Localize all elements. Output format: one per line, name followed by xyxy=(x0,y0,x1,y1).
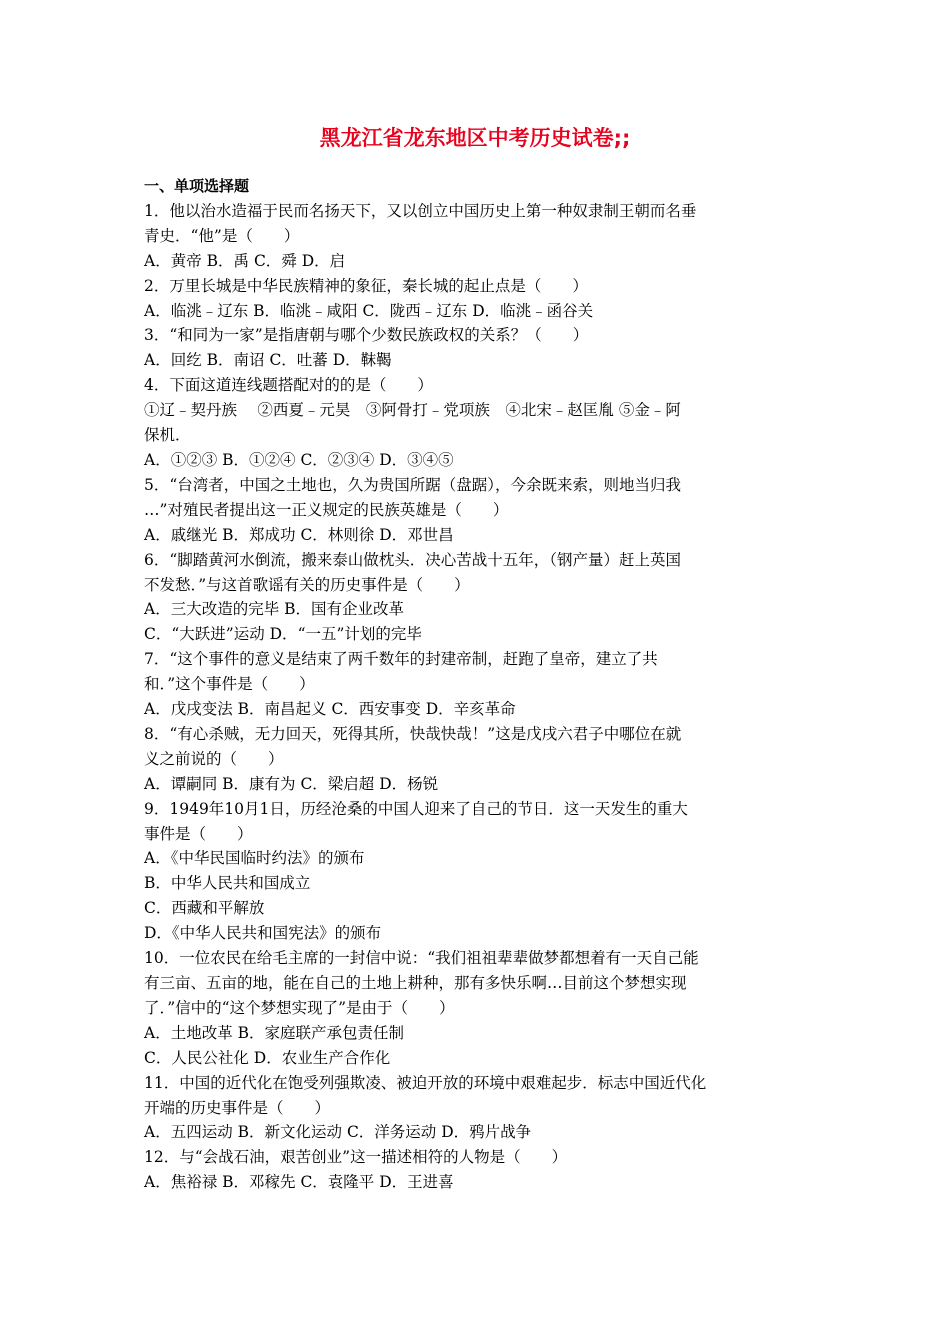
answer-options: C．“大跃进”运动 D．“一五”计划的完毕 xyxy=(144,625,422,644)
question-line: 3．“和同为一家”是指唐朝与哪个少数民族政权的关系？（ ） xyxy=(144,326,589,345)
answer-option: B．中华人民共和国成立 xyxy=(144,874,311,893)
section-heading: 一、单项选择题 xyxy=(144,177,250,195)
question-line: 事件是（ ） xyxy=(144,824,253,843)
question-line: 7．“这个事件的意义是结束了两千数年的封建帝制，赶跑了皇帝，建立了共 xyxy=(144,650,658,669)
question-line: 4．下面这道连线题搭配对的的是（ ） xyxy=(144,376,433,395)
answer-options: A．回纥 B．南诏 C．吐蕃 D．靺鞨 xyxy=(144,351,392,370)
question-line: 义之前说的（ ） xyxy=(144,749,284,768)
question-line: …”对殖民者提出这一正义规定的民族英雄是（ ） xyxy=(144,500,509,519)
answer-options: C．人民公社化 D．农业生产合作化 xyxy=(144,1048,391,1067)
question-line: 10．一位农民在给毛主席的一封信中说：“我们祖祖辈辈做梦都想着有一天自己能 xyxy=(144,949,699,968)
question-line: 2．万里长城是中华民族精神的象征，秦长城的起止点是（ ） xyxy=(144,276,588,295)
answer-options: A．谭嗣同 B．康有为 C．梁启超 D．杨锐 xyxy=(144,774,439,793)
answer-options: A．土地改革 B．家庭联产承包责任制 xyxy=(144,1023,405,1042)
answer-option: D．《中华人民共和国宪法》的颁布 xyxy=(144,924,382,943)
answer-options: A．戚继光 B．郑成功 C．林则徐 D．邓世昌 xyxy=(144,525,454,544)
question-line: 12．与“会战石油，艰苦创业”这一描述相符的人物是（ ） xyxy=(144,1148,568,1167)
answer-options: A．黄帝 B．禹 C．舜 D．启 xyxy=(144,251,346,270)
question-line: 8．“有心杀贼，无力回天，死得其所，快哉快哉！”这是戊戌六君子中哪位在就 xyxy=(144,724,682,743)
exam-content xyxy=(144,174,804,1195)
question-line: 有三亩、五亩的地，能在自己的土地上耕种，那有多快乐啊…目前这个梦想实现 xyxy=(144,974,687,992)
question-line: 和．”这个事件是（ ） xyxy=(144,675,315,694)
answer-options: A．五四运动 B．新文化运动 C．洋务运动 D．鸦片战争 xyxy=(144,1123,532,1142)
answer-options: A．焦裕禄 B．邓稼先 C．袁隆平 D．王进喜 xyxy=(144,1173,454,1192)
question-line: 11．中国的近代化在饱受列强欺凌、被迫开放的环境中艰难起步．标志中国近代化 xyxy=(144,1073,707,1092)
answer-options: A．戊戌变法 B．南昌起义 C．西安事变 D．辛亥革命 xyxy=(144,700,516,719)
question-line: ①辽﹣契丹族 ②西夏﹣元昊 ③阿骨打﹣党项族 ④北宋﹣赵匡胤 ⑤金﹣阿 xyxy=(144,401,681,420)
question-line: 开端的历史事件是（ ） xyxy=(144,1098,331,1117)
question-line: 不发愁．”与这首歌谣有关的历史事件是（ ） xyxy=(144,575,470,594)
question-line: 5．“台湾者，中国之土地也，久为贵国所踞（盘踞），今余既来索，则地当归我 xyxy=(144,475,682,494)
answer-option: A．《中华民国临时约法》的颁布 xyxy=(144,849,365,868)
page-title: 黑龙江省龙东地区中考历史试卷;; xyxy=(319,126,631,150)
answer-option: C．西藏和平解放 xyxy=(144,899,265,918)
answer-options: A．临洮﹣辽东 B．临洮﹣咸阳 C．陇西﹣辽东 D．临洮﹣函谷关 xyxy=(144,301,594,320)
question-line: 1．他以治水造福于民而名扬天下，又以创立中国历史上第一种奴隶制王朝而名垂 xyxy=(144,201,697,220)
answer-options: A．①②③ B．①②④ C．②③④ D．③④⑤ xyxy=(144,450,454,469)
answer-options: A．三大改造的完毕 B．国有企业改革 xyxy=(144,600,405,619)
question-line: 青史．“他”是（ ） xyxy=(144,226,300,245)
question-line: 了．”信中的“这个梦想实现了”是由于（ ） xyxy=(144,998,455,1017)
question-line: 6．“脚踏黄河水倒流，搬来泰山做枕头．决心苦战十五年，（钢产量）赶上英国 xyxy=(144,550,682,569)
question-line: 9．1949年10月1日，历经沧桑的中国人迎来了自己的节日．这一天发生的重大 xyxy=(144,799,688,818)
question-line: 保机． xyxy=(144,426,191,445)
